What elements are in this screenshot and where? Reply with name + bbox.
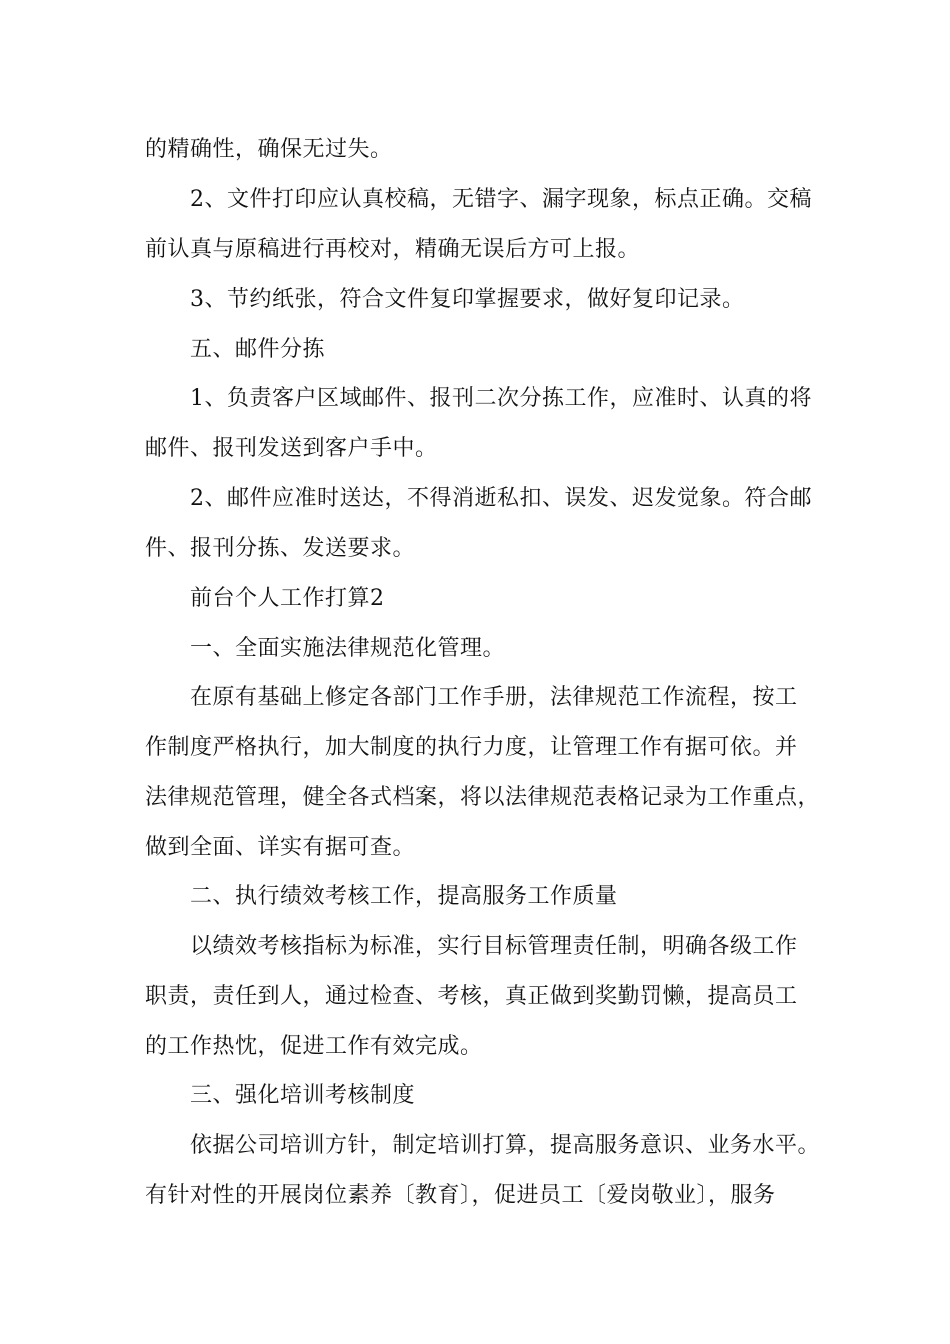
document-title: 前台个人工作打算2 (190, 586, 385, 611)
text-line: 3、节约纸张，符合文件复印掌握要求，做好复印记录。 (190, 287, 745, 312)
text-line: 有针对性的开展岗位素养〔教育〕，促进员工〔爱岗敬业〕，服务 (145, 1183, 776, 1208)
text-line: 邮件、报刊发送到客户手中。 (145, 436, 438, 461)
text-line: 的工作热忱，促进工作有效完成。 (145, 1034, 483, 1059)
text-line: 2、邮件应准时送达，不得消逝私扣、误发、迟发觉象。符合邮 (190, 486, 812, 511)
text-line: 前认真与原稿进行再校对，精确无误后方可上报。 (145, 237, 641, 262)
text-line: 法律规范管理，健全各式档案，将以法律规范表格记录为工作重点， (145, 785, 821, 810)
text-line: 1、负责客户区域邮件、报刊二次分拣工作，应准时、认真的将 (190, 386, 812, 411)
text-line: 做到全面、详实有据可查。 (145, 835, 416, 860)
section-heading: 三、强化培训考核制度 (190, 1083, 416, 1108)
text-line: 2、文件打印应认真校稿，无错字、漏字现象，标点正确。交稿 (190, 187, 812, 212)
section-heading: 二、执行绩效考核工作，提高服务工作质量 (190, 884, 618, 909)
text-line: 以绩效考核指标为标准，实行目标管理责任制，明确各级工作 (190, 934, 798, 959)
text-line: 件、报刊分拣、发送要求。 (145, 536, 416, 561)
text-line: 在原有基础上修定各部门工作手册，法律规范工作流程，按工 (190, 685, 798, 710)
section-heading: 一、全面实施法律规范化管理。 (190, 636, 506, 661)
text-line: 的精确性，确保无过失。 (145, 137, 393, 162)
text-line: 依据公司培训方针，制定培训打算，提高服务意识、业务水平。 (190, 1133, 821, 1158)
text-line: 作制度严格执行，加大制度的执行力度，让管理工作有据可依。并 (145, 735, 798, 760)
text-line: 职责，责任到人，通过检查、考核，真正做到奖勤罚懒，提高员工 (145, 984, 798, 1009)
section-heading: 五、邮件分拣 (190, 337, 326, 362)
